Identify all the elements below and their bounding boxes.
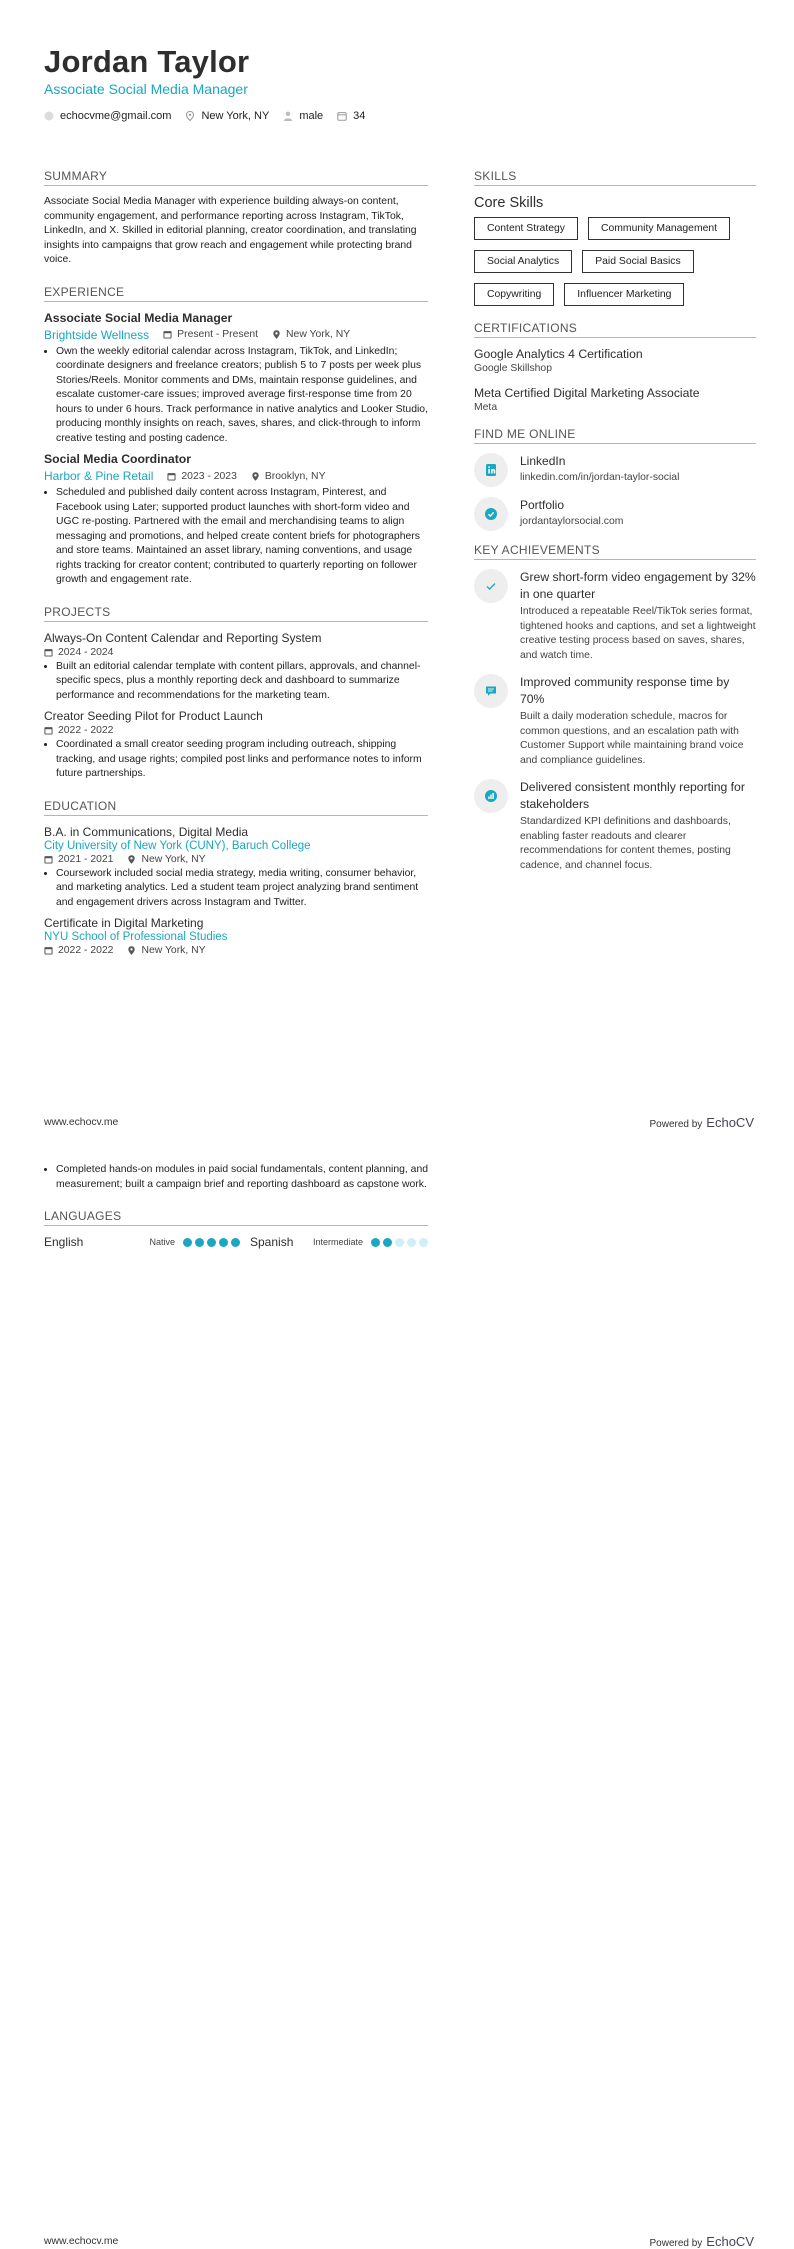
project-bullet: • Built an editorial calendar template with content pillars, approvals, and channel-specific specs, plus a monthly reporting deck and dashboard to summarize performance and recommendations for the marketing team. bbox=[56, 660, 428, 704]
proficiency-dot-empty bbox=[395, 1238, 404, 1247]
experience-bullet: • Own the weekly editorial calendar across Instagram, TikTok, and LinkedIn; coordinate designers and freelance creators; publish 5 to 7 posts per week plus Stories/Reels. Monitor comments and DMs, maintain response guidelines, and escalate customer-care issues; improved average first-response time from 20 hours to under 6 hours. Track performance in native analytics and Looker Studio, producing monthly insights on reach, saves, shares, and click-through to inform creative testing and posting cadence. bbox=[56, 345, 428, 447]
location-pin-icon bbox=[251, 472, 260, 481]
cert-name: Meta Certified Digital Marketing Associate bbox=[474, 386, 700, 400]
gender-text: male bbox=[299, 110, 324, 122]
achievement-icon-badge bbox=[474, 569, 508, 603]
education-dates bbox=[44, 945, 113, 956]
calendar-icon bbox=[44, 648, 53, 657]
experience-role: Social Media Coordinator bbox=[44, 452, 191, 466]
candidate-title: Associate Social Media Manager bbox=[44, 81, 248, 97]
contact-row bbox=[44, 110, 754, 122]
skill-tag: Content Strategy bbox=[474, 217, 578, 240]
email-icon bbox=[44, 111, 54, 121]
location-text: New York, NY bbox=[201, 110, 270, 122]
cert-name: Google Analytics 4 Certification bbox=[474, 347, 643, 361]
skills-subheading: Core Skills bbox=[474, 195, 544, 211]
email-text: echocvme@gmail.com bbox=[60, 110, 172, 122]
education-school: NYU School of Professional Studies bbox=[44, 931, 228, 943]
education-location-text: New York, NY bbox=[141, 945, 206, 956]
footer-site-link[interactable]: www.echocv.me bbox=[44, 2236, 119, 2247]
calendar-icon bbox=[44, 946, 53, 955]
education-school: City University of New York (CUNY), Baruch College bbox=[44, 839, 311, 852]
online-heading: FIND ME ONLINE bbox=[474, 427, 756, 444]
proficiency-dot-filled bbox=[383, 1238, 392, 1247]
project-bullet: • Coordinated a small creator seeding program including outreach, shipping tracking, and usage rights; compiled post links and performance notes to inform future partnerships. bbox=[56, 738, 428, 782]
education-item bbox=[44, 916, 428, 956]
achievements-heading: KEY ACHIEVEMENTS bbox=[474, 543, 756, 560]
achievement-desc: Introduced a repeatable Reel/TikTok series format, tightened hooks and captions, and set a lightweight creative testing process based on saves, shares, and watch time. bbox=[520, 606, 756, 661]
summary-text: Associate Social Media Manager with experience building always-on content, community engagement, and performance reporting across Instagram, TikTok, LinkedIn, and X. Skilled in editorial planning, creator coordination, and translating insights into campaigns that grow reach and engagement while protecting brand voice. bbox=[44, 196, 417, 265]
education-dates-text: 2021 - 2021 bbox=[58, 853, 114, 865]
skill-tag: Paid Social Basics bbox=[582, 250, 693, 273]
online-label: Portfolio bbox=[520, 498, 565, 512]
project-dates bbox=[44, 725, 428, 736]
education-degree: B.A. in Communications, Digital Media bbox=[44, 824, 249, 839]
language-proficiency-dots bbox=[183, 1238, 240, 1247]
language-proficiency-dots bbox=[371, 1238, 428, 1247]
experience-item bbox=[44, 452, 428, 588]
project-item bbox=[44, 709, 428, 782]
online-url[interactable]: linkedin.com/in/jordan-taylor-social bbox=[520, 472, 680, 483]
powered-by-label: Powered by bbox=[649, 1119, 703, 1130]
project-bullets bbox=[44, 738, 428, 782]
achievement-desc: Built a daily moderation schedule, macros for common questions, and an escalation path with Customer Support while maintaining brand voice and compliance guidelines. bbox=[520, 711, 744, 766]
powered-by-label: Powered by bbox=[649, 2238, 703, 2249]
experience-dates-text: Present - Present bbox=[177, 329, 259, 340]
skill-tags bbox=[474, 217, 756, 306]
proficiency-dot-empty bbox=[419, 1238, 428, 1247]
brand-logo-text[interactable]: EchoCV bbox=[706, 2234, 754, 2249]
proficiency-dot-filled bbox=[219, 1238, 228, 1247]
skills-section bbox=[474, 169, 756, 306]
languages-section bbox=[44, 1209, 428, 1249]
proficiency-dot-filled bbox=[183, 1238, 192, 1247]
project-dates bbox=[44, 647, 428, 658]
age-text: 34 bbox=[353, 110, 366, 122]
achievement-icon-badge bbox=[474, 779, 508, 813]
education-bullet: • Coursework included social media strategy, media writing, consumer behavior, and marketing analytics. Led a student team project analyzing brand sentiment and engagement drivers across Instagram and Twitter. bbox=[56, 867, 428, 911]
experience-company: Harbor & Pine Retail bbox=[44, 469, 154, 483]
achievement-item bbox=[474, 779, 756, 873]
education-degree: Certificate in Digital Marketing bbox=[44, 916, 204, 930]
experience-location bbox=[251, 471, 326, 482]
education-heading: EDUCATION bbox=[44, 799, 428, 816]
achievement-title: Delivered consistent monthly reporting for stakeholders bbox=[520, 780, 745, 811]
contact-age bbox=[337, 110, 365, 122]
experience-dates-text: 2023 - 2023 bbox=[181, 470, 237, 482]
powered-by bbox=[649, 2234, 754, 2249]
education-meta-row bbox=[44, 854, 428, 865]
chart-report-icon bbox=[484, 789, 498, 803]
experience-dates bbox=[163, 329, 258, 340]
education-location bbox=[127, 854, 205, 865]
experience-meta-row bbox=[44, 328, 428, 342]
linkedin-icon-badge bbox=[474, 453, 508, 487]
language-item bbox=[44, 1235, 240, 1249]
achievement-item bbox=[474, 674, 756, 768]
education-dates bbox=[44, 854, 113, 865]
experience-meta-row bbox=[44, 469, 428, 483]
project-bullets bbox=[44, 660, 428, 704]
calendar-icon bbox=[167, 472, 176, 481]
cert-issuer: Meta bbox=[474, 402, 498, 413]
education-location-text: New York, NY bbox=[141, 853, 206, 865]
projects-section bbox=[44, 605, 428, 782]
proficiency-dot-empty bbox=[407, 1238, 416, 1247]
language-level: Intermediate bbox=[312, 1237, 363, 1247]
experience-item bbox=[44, 311, 428, 447]
project-title: Always-On Content Calendar and Reporting System bbox=[44, 630, 322, 645]
education-section bbox=[44, 799, 428, 957]
experience-dates bbox=[167, 471, 236, 482]
location-pin-icon bbox=[185, 111, 195, 121]
online-link-linkedin[interactable] bbox=[474, 453, 756, 487]
certifications-heading: CERTIFICATIONS bbox=[474, 321, 756, 338]
calendar-icon bbox=[337, 111, 347, 121]
education-item bbox=[44, 825, 428, 911]
achievement-item bbox=[474, 569, 756, 663]
portfolio-icon bbox=[484, 507, 498, 521]
skill-tag: Copywriting bbox=[474, 283, 554, 306]
footer-site-link[interactable]: www.echocv.me bbox=[44, 1117, 119, 1128]
language-level: Native bbox=[149, 1237, 175, 1247]
achievement-title: Grew short-form video engagement by 32% in one quarter bbox=[520, 570, 756, 601]
experience-company: Brightside Wellness bbox=[44, 327, 150, 342]
skill-tag: Influencer Marketing bbox=[564, 283, 684, 306]
proficiency-dot-filled bbox=[207, 1238, 216, 1247]
skill-tag: Community Management bbox=[588, 217, 730, 240]
experience-location bbox=[272, 329, 350, 340]
education-dates-text: 2022 - 2022 bbox=[58, 945, 114, 956]
experience-location-text: Brooklyn, NY bbox=[264, 470, 326, 482]
skill-tag: Social Analytics bbox=[474, 250, 572, 273]
summary-section bbox=[44, 169, 428, 268]
language-name: English bbox=[44, 1235, 84, 1249]
experience-location-text: New York, NY bbox=[286, 329, 351, 340]
project-dates-text: 2024 - 2024 bbox=[58, 646, 114, 658]
achievement-desc: Standardized KPI definitions and dashboards, enabling faster readouts and clearer recommendations for content themes, posting cadence, and channel focus. bbox=[520, 816, 731, 871]
contact-email[interactable] bbox=[44, 110, 171, 122]
education-meta-row bbox=[44, 945, 428, 956]
languages-heading: LANGUAGES bbox=[44, 1209, 428, 1226]
chat-bubble-icon bbox=[484, 684, 498, 698]
online-url[interactable]: jordantaylorsocial.com bbox=[520, 516, 624, 527]
left-column bbox=[44, 169, 428, 956]
checkmark-icon bbox=[484, 579, 498, 593]
education-bullets bbox=[44, 867, 428, 911]
cert-issuer: Google Skillshop bbox=[474, 363, 552, 374]
project-dates-text: 2022 - 2022 bbox=[58, 725, 114, 736]
portfolio-icon-badge bbox=[474, 497, 508, 531]
location-pin-icon bbox=[127, 855, 136, 864]
contact-gender bbox=[283, 110, 323, 122]
experience-section bbox=[44, 285, 428, 588]
location-pin-icon bbox=[127, 946, 136, 955]
online-label: LinkedIn bbox=[520, 454, 566, 468]
brand-logo-text[interactable]: EchoCV bbox=[706, 1115, 754, 1130]
certifications-section bbox=[474, 321, 756, 413]
experience-bullet: • Scheduled and published daily content across Instagram, Pinterest, and Facebook using Later; supported product launches with short-form video and UGC re-posting. Partnered with the email and merchandising teams to align messaging and promotions, and helped create content briefs for photographers and store teams. Maintained an asset library, naming conventions, and usage rights tracking for creator content; contributed to quarterly reporting on follower growth and engagement rate. bbox=[56, 486, 428, 588]
achievement-title: Improved community response time by 70% bbox=[520, 675, 730, 706]
project-title: Creator Seeding Pilot for Product Launch bbox=[44, 709, 263, 723]
project-item bbox=[44, 631, 428, 704]
calendar-icon bbox=[44, 855, 53, 864]
projects-heading: PROJECTS bbox=[44, 605, 428, 622]
proficiency-dot-filled bbox=[371, 1238, 380, 1247]
resume-header bbox=[44, 44, 754, 122]
contact-location bbox=[185, 110, 269, 122]
right-column bbox=[474, 169, 756, 884]
experience-heading: EXPERIENCE bbox=[44, 285, 428, 302]
summary-heading: SUMMARY bbox=[44, 169, 428, 186]
experience-bullets bbox=[44, 486, 428, 588]
calendar-icon bbox=[44, 726, 53, 735]
person-icon bbox=[283, 111, 293, 121]
skills-heading: SKILLS bbox=[474, 169, 756, 186]
proficiency-dot-filled bbox=[231, 1238, 240, 1247]
location-pin-icon bbox=[272, 330, 281, 339]
education-location bbox=[127, 945, 205, 956]
education-bullet: • Completed hands-on modules in paid social fundamentals, content planning, and measurement; built a campaign brief and reporting dashboard as capstone work. bbox=[56, 1163, 428, 1192]
calendar-icon bbox=[163, 330, 172, 339]
linkedin-icon bbox=[484, 463, 498, 477]
proficiency-dot-filled bbox=[195, 1238, 204, 1247]
online-link-portfolio[interactable] bbox=[474, 497, 756, 531]
achievement-icon-badge bbox=[474, 674, 508, 708]
experience-bullets bbox=[44, 345, 428, 447]
language-list bbox=[44, 1235, 428, 1249]
page-2 bbox=[0, 1123, 794, 2249]
page-footer bbox=[44, 2234, 754, 2249]
online-section bbox=[474, 427, 756, 531]
candidate-name: Jordan Taylor bbox=[44, 44, 250, 79]
left-column-continued bbox=[44, 1163, 428, 1249]
language-item bbox=[240, 1235, 428, 1249]
experience-role: Associate Social Media Manager bbox=[44, 310, 233, 325]
education-bullets-continued bbox=[44, 1163, 428, 1192]
language-name: Spanish bbox=[250, 1235, 294, 1249]
achievements-section bbox=[474, 543, 756, 873]
